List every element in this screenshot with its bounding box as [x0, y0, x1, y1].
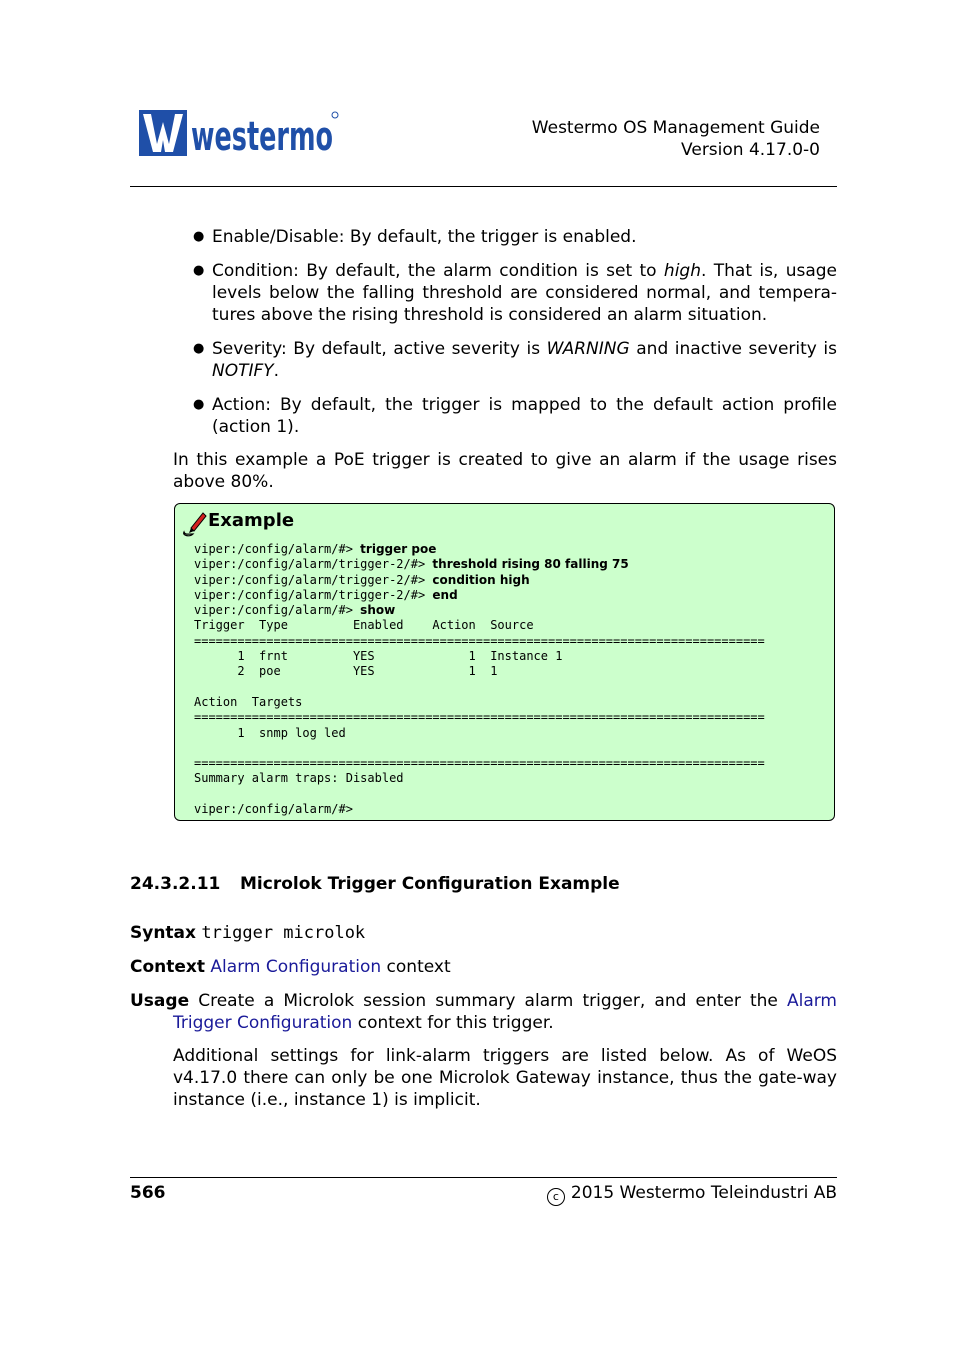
- footer-rule: [130, 1177, 837, 1178]
- section-heading: [130, 874, 620, 894]
- example-output: Trigger Type Enabled Action Source =============================================================================== 1 frnt YES 1 Instance 1 2 poe YES 1 1 Action Targets =============================================================================== 1 snmp log led =============================================================================== Summary alarm traps: Disabled viper:/config/alarm/#>: [194, 618, 765, 817]
- svg-text:westermo: westermo: [191, 114, 333, 160]
- list-item: ● Enable/Disable: By default, the trigger is enabled.: [193, 227, 637, 247]
- example-box: [174, 503, 835, 821]
- guide-version: Version 4.17.0-0: [681, 140, 820, 160]
- example-pen-icon: [181, 510, 207, 538]
- westermo-logo-mark: [139, 110, 339, 158]
- usage-paragraph-2: Additional settings for link-alarm triggers are listed below. As of WeOS v4.17.0 there can only be one Microlok Gateway instance, thus the gate-way instance (i.e., instance 1) is implicit.: [173, 1046, 837, 1110]
- section-title: Microlok Trigger Configuration Example: [240, 874, 620, 894]
- example-title: Example: [208, 510, 295, 531]
- intro-paragraph: In this example a PoE trigger is created to give an alarm if the usage rises above 80%.: [173, 450, 837, 492]
- copyright: c 2015 Westermo Teleindustri AB: [547, 1183, 837, 1206]
- defaults-bullet-list: [193, 226, 837, 450]
- usage-paragraph: Usage Create a Microlok session summary alarm trigger, and enter the Alarm Trigger Configuration context for this trigger.: [130, 991, 837, 1033]
- page-number: 566: [130, 1183, 166, 1203]
- list-item: ● Action: By default, the trigger is mapped to the default action profile (action 1).: [193, 395, 837, 437]
- section-number: 24.3.2.11: [130, 874, 221, 894]
- copyright-icon: c: [547, 1188, 565, 1206]
- alarm-trigger-configuration-link[interactable]: Alarm Trigger Configuration: [173, 991, 837, 1033]
- alarm-configuration-link[interactable]: Alarm Configuration: [210, 957, 382, 977]
- example-code: viper:/config/alarm/#> trigger poe viper:/config/alarm/trigger-2/#> threshold rising 80 falling 75 viper:/config/alarm/trigger-2/#> condition high viper:/config/alarm/trigger-2/#> end viper:/config/alarm/#> show Trigger Type Enabled Action Source =============================================================================== 1 frnt YES 1 Instance 1 2 poe YES 1 1 Action Targets =============================================================================== 1 snmp log led =============================================================================== Summary alarm traps: Disabled viper:/config/alarm/#>: [194, 542, 765, 817]
- syntax-row: Syntax trigger microlok: [130, 923, 366, 943]
- guide-title: Westermo OS Management Guide: [531, 118, 820, 138]
- header-rule: [130, 186, 837, 187]
- list-item: ● Severity: By default, active severity is WARNING and inactive severity is NOTIFY.: [193, 339, 837, 381]
- list-item: ● Condition: By default, the alarm condition is set to high. That is, usage levels below the falling threshold are considered normal, and tempera-tures above the rising threshold is considered an alarm situation.: [193, 261, 837, 325]
- context-row: Context Alarm Configuration context: [130, 957, 451, 977]
- syntax-value: trigger microlok: [201, 923, 366, 943]
- westermo-logo: [139, 110, 339, 158]
